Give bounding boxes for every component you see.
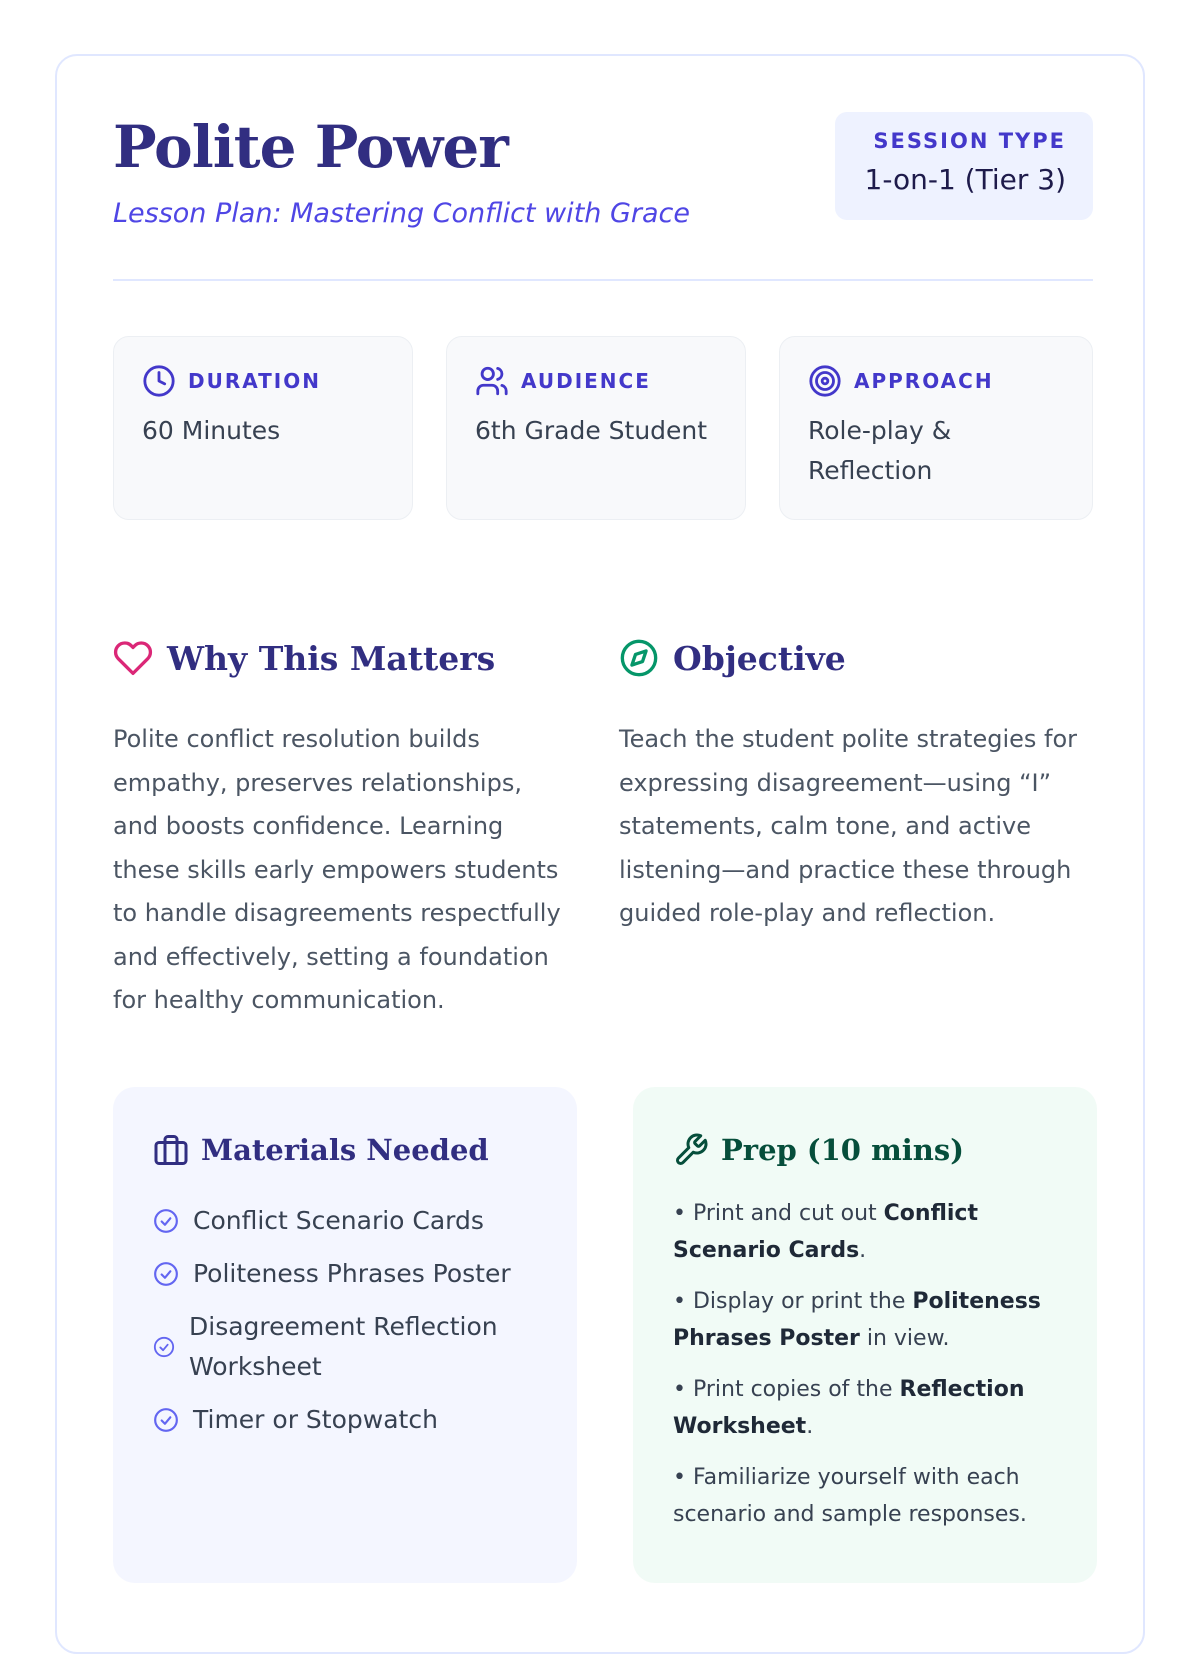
materials-panel xyxy=(113,1087,577,1583)
list-item-text: Timer or Stopwatch xyxy=(193,1405,438,1434)
lesson-card xyxy=(55,54,1145,1654)
list-item: • Print and cut out Conflict Scenario Cards. xyxy=(673,1201,978,1263)
info-row xyxy=(113,336,1093,520)
list-item: • Display or print the Politeness Phrases Poster in view. xyxy=(673,1289,1041,1351)
section-title: Why This Matters xyxy=(167,638,496,678)
list-item xyxy=(153,1400,537,1440)
panel-title: Materials Needed xyxy=(201,1133,489,1167)
objective-section xyxy=(619,634,1079,936)
info-value: 6th Grade Student xyxy=(475,416,708,445)
list-item: • Familiarize yourself with each scenario and sample responses. xyxy=(673,1465,1027,1527)
info-box-audience xyxy=(446,336,746,520)
info-box-approach xyxy=(779,336,1093,520)
page-title: Polite Power xyxy=(113,113,508,181)
prep-text: Display or print the xyxy=(692,1289,913,1314)
info-value: Role-play & Reflection xyxy=(808,416,952,485)
why-section xyxy=(113,634,573,1023)
prep-text: in view. xyxy=(859,1326,950,1351)
lesson-header xyxy=(113,112,1093,276)
prep-panel xyxy=(633,1087,1097,1583)
prep-bold: Conflict Scenario Cards xyxy=(673,1201,978,1263)
prep-text: Print and cut out xyxy=(692,1201,884,1226)
info-value: 60 Minutes xyxy=(142,416,281,445)
info-box-duration xyxy=(113,336,413,520)
prep-bold: Politeness Phrases Poster xyxy=(673,1289,1041,1351)
section-title: Objective xyxy=(673,638,846,678)
prep-bold: Reflection Worksheet xyxy=(673,1377,1025,1439)
list-item xyxy=(153,1254,537,1294)
check-circle-icon xyxy=(153,1261,179,1287)
session-type-label: SESSION TYPE xyxy=(873,129,1066,153)
panel-title: Prep (10 mins) xyxy=(721,1133,964,1167)
clock-icon xyxy=(142,364,176,398)
prep-list xyxy=(673,1195,1057,1533)
compass-icon xyxy=(619,638,659,678)
users-icon xyxy=(475,364,509,398)
prep-text: Print copies of the xyxy=(692,1377,900,1402)
prep-text: . xyxy=(859,1238,867,1263)
briefcase-icon xyxy=(153,1132,189,1168)
session-type-badge xyxy=(835,112,1093,220)
list-item: • Print copies of the Reflection Worksheet. xyxy=(673,1377,1025,1439)
materials-list xyxy=(153,1201,537,1440)
list-item-text: Politeness Phrases Poster xyxy=(193,1259,511,1288)
info-label: AUDIENCE xyxy=(521,369,651,393)
info-label: DURATION xyxy=(188,369,321,393)
heart-icon xyxy=(113,638,153,678)
page-subtitle: Lesson Plan: Mastering Conflict with Grace xyxy=(113,198,690,229)
prep-text: Familiarize yourself with each scenario and sample responses. xyxy=(673,1465,1027,1527)
session-type-value: 1-on-1 (Tier 3) xyxy=(864,163,1066,196)
list-item xyxy=(153,1307,537,1387)
header-divider xyxy=(113,279,1093,281)
section-body: Teach the student polite strategies for expressing disagreement—using “I” statements, calm tone, and active listening—and practice these through guided role-play and reflection. xyxy=(619,725,1078,927)
list-item-text: Disagreement Reflection Worksheet xyxy=(189,1312,498,1381)
wrench-icon xyxy=(673,1132,709,1168)
prep-text: . xyxy=(806,1414,814,1439)
list-item xyxy=(153,1201,537,1241)
target-icon xyxy=(808,364,842,398)
check-circle-icon xyxy=(153,1208,179,1234)
check-circle-icon xyxy=(153,1336,175,1358)
section-body: Polite conflict resolution builds empathy, preserves relationships, and boosts confidence. Learning these skills early empowers students to handle disagreements respectfully and effectively, setting a foundation for healthy communication. xyxy=(113,725,561,1014)
info-label: APPROACH xyxy=(854,369,994,393)
check-circle-icon xyxy=(153,1407,179,1433)
list-item-text: Conflict Scenario Cards xyxy=(193,1206,484,1235)
